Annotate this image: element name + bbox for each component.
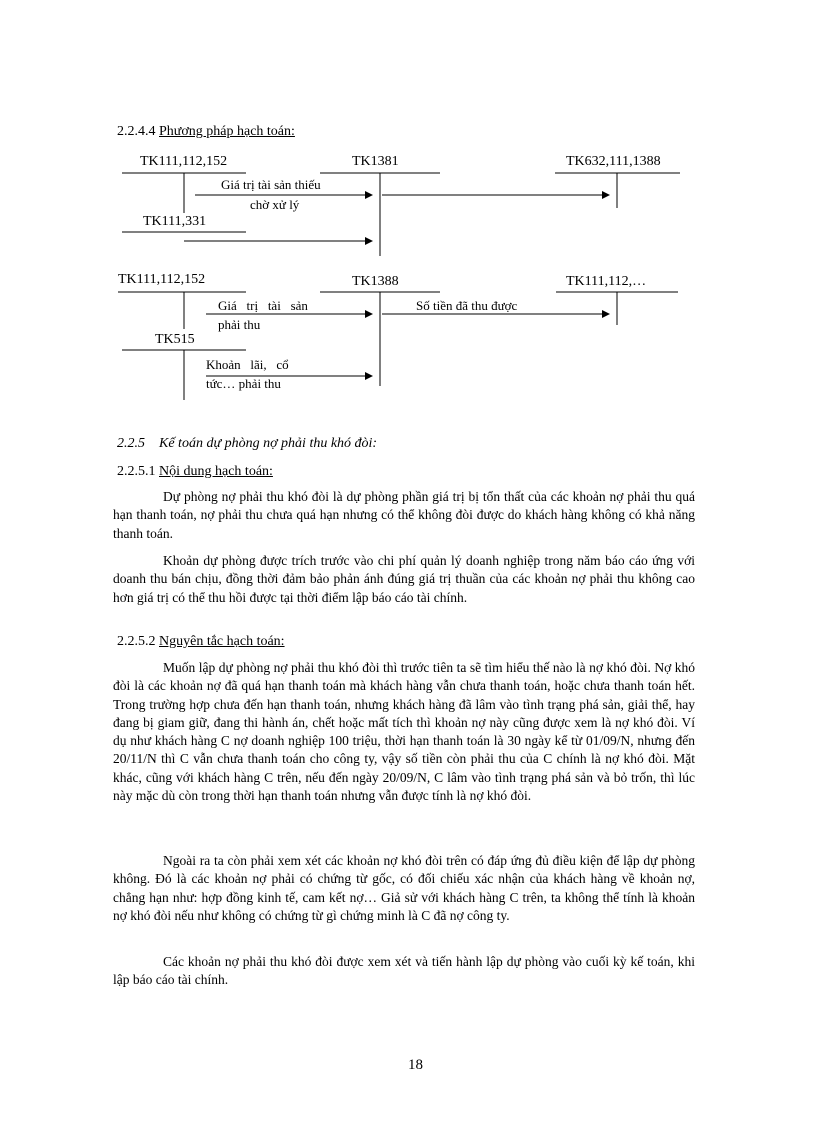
page-number: 18 xyxy=(408,1057,423,1073)
section-2252-number: 2.2.5.2 xyxy=(117,634,156,649)
tk-label-right-2: TK111,112,… xyxy=(566,274,647,289)
section-2244-number: 2.2.4.4 xyxy=(117,124,156,139)
tk-label-right-1: TK632,111,1388 xyxy=(566,154,661,169)
section-225-title: Kế toán dự phòng nợ phải thu khó đòi: xyxy=(159,436,378,451)
section-225-number: 2.2.5 xyxy=(117,436,145,451)
arrow-label-1-line1: Giá trị tài sản thiếu xyxy=(221,177,321,192)
arrow-label-2-line1: Giá trị tài sản xyxy=(218,298,308,313)
arrow-label-2-line2: phải thu xyxy=(218,317,261,332)
tk-label-left-top-2: TK111,112,152 xyxy=(118,272,206,287)
tk-label-left-top-1: TK111,112,152 xyxy=(140,154,228,169)
arrow-label-amount-collected: Số tiền đã thu được xyxy=(416,298,518,313)
section-2251-title: Nội dung hạch toán: xyxy=(159,464,273,479)
paragraph-4: Ngoài ra ta còn phải xem xét các khoản nợ khó đòi trên có đáp ứng đủ điều kiện để lập dự phòng không. Đó là các khoản nợ phải có chứng từ gốc, có đối chiếu xác nhận của khách hàng về khoản nợ, chẳng hạn như: hợp đồng kinh tế, cam kết nợ… Giả sử với khách hàng C trên, ta không thể tính là khoản nợ khó đòi nếu như không có chứng từ gì chứng minh là C đã nợ công ty. xyxy=(113,853,695,923)
paragraph-1: Dự phòng nợ phải thu khó đòi là dự phòng phần giá trị bị tổn thất của các khoản nợ phải thu quá hạn thanh toán, nợ phải thu chưa quá hạn nhưng có thể không đòi được do khách hàng không có khả năng thanh toán. xyxy=(113,489,695,541)
paragraph-3: Muốn lập dự phòng nợ phải thu khó đòi thì trước tiên ta sẽ tìm hiểu thế nào là nợ khó đòi. Nợ khó đòi là các khoản nợ đã quá hạn thanh toán mà khách hàng vẫn chưa thanh toán, hoặc chưa thanh toán hết. Trong trường hợp chưa đến hạn thanh toán, nhưng khách hàng đã lâm vào tình trạng phá sản, giải thể, hay đang bị giam giữ, đang thi hành án, chết hoặc mất tích thì khoản nợ này cũng được xem là nợ khó đòi. Ví dụ như khách hàng C nợ doanh nghiệp 100 triệu, thời hạn thanh toán là 30 ngày kể từ 01/09/N, nhưng đến 20/11/N thì C vẫn chưa thanh toán cho công ty, vậy số tiền còn phải thu của C chính là nợ khó đòi. Mặt khác, cũng với khách hàng C trên, nếu đến ngày 20/09/N, C lâm vào tình trạng phá sản và bỏ trốn, thì lúc này mặc dù còn trong thời hạn thanh toán nhưng vẫn được tính là nợ khó đòi. xyxy=(113,660,695,804)
arrow-label-1-line2: chờ xử lý xyxy=(250,197,300,212)
arrow-label-3-line1: Khoản lãi, cổ xyxy=(206,357,289,372)
tk-label-mid-1: TK1381 xyxy=(352,154,399,169)
paragraph-2: Khoản dự phòng được trích trước vào chi phí quản lý doanh nghiệp trong năm báo cáo ứng với doanh thu bán chịu, đồng thời đảm bảo phản ánh đúng giá trị thuần của các khoản nợ phải thu không cao hơn giá trị có thể thu hồi được tại thời điểm lập báo cáo tài chính. xyxy=(113,553,695,605)
tk-label-left-bottom-1: TK111,331 xyxy=(143,214,207,229)
t-account-diagrams xyxy=(0,0,816,420)
tk-label-left-bottom-2: TK515 xyxy=(155,332,195,347)
arrow-label-3-line2: tức… phải thu xyxy=(206,376,281,391)
paragraph-5: Các khoản nợ phải thu khó đòi được xem xét và tiến hành lập dự phòng vào cuối kỳ kế toán, khi lập báo cáo tài chính. xyxy=(113,954,695,988)
section-2252-title: Nguyên tắc hạch toán: xyxy=(159,634,285,649)
section-225-heading xyxy=(117,436,377,452)
section-2251-number: 2.2.5.1 xyxy=(117,464,156,479)
section-2252-heading xyxy=(117,634,285,650)
section-2244-title: Phương pháp hạch toán: xyxy=(159,124,295,139)
section-2251-heading xyxy=(117,464,273,480)
tk-label-mid-2: TK1388 xyxy=(352,274,399,289)
